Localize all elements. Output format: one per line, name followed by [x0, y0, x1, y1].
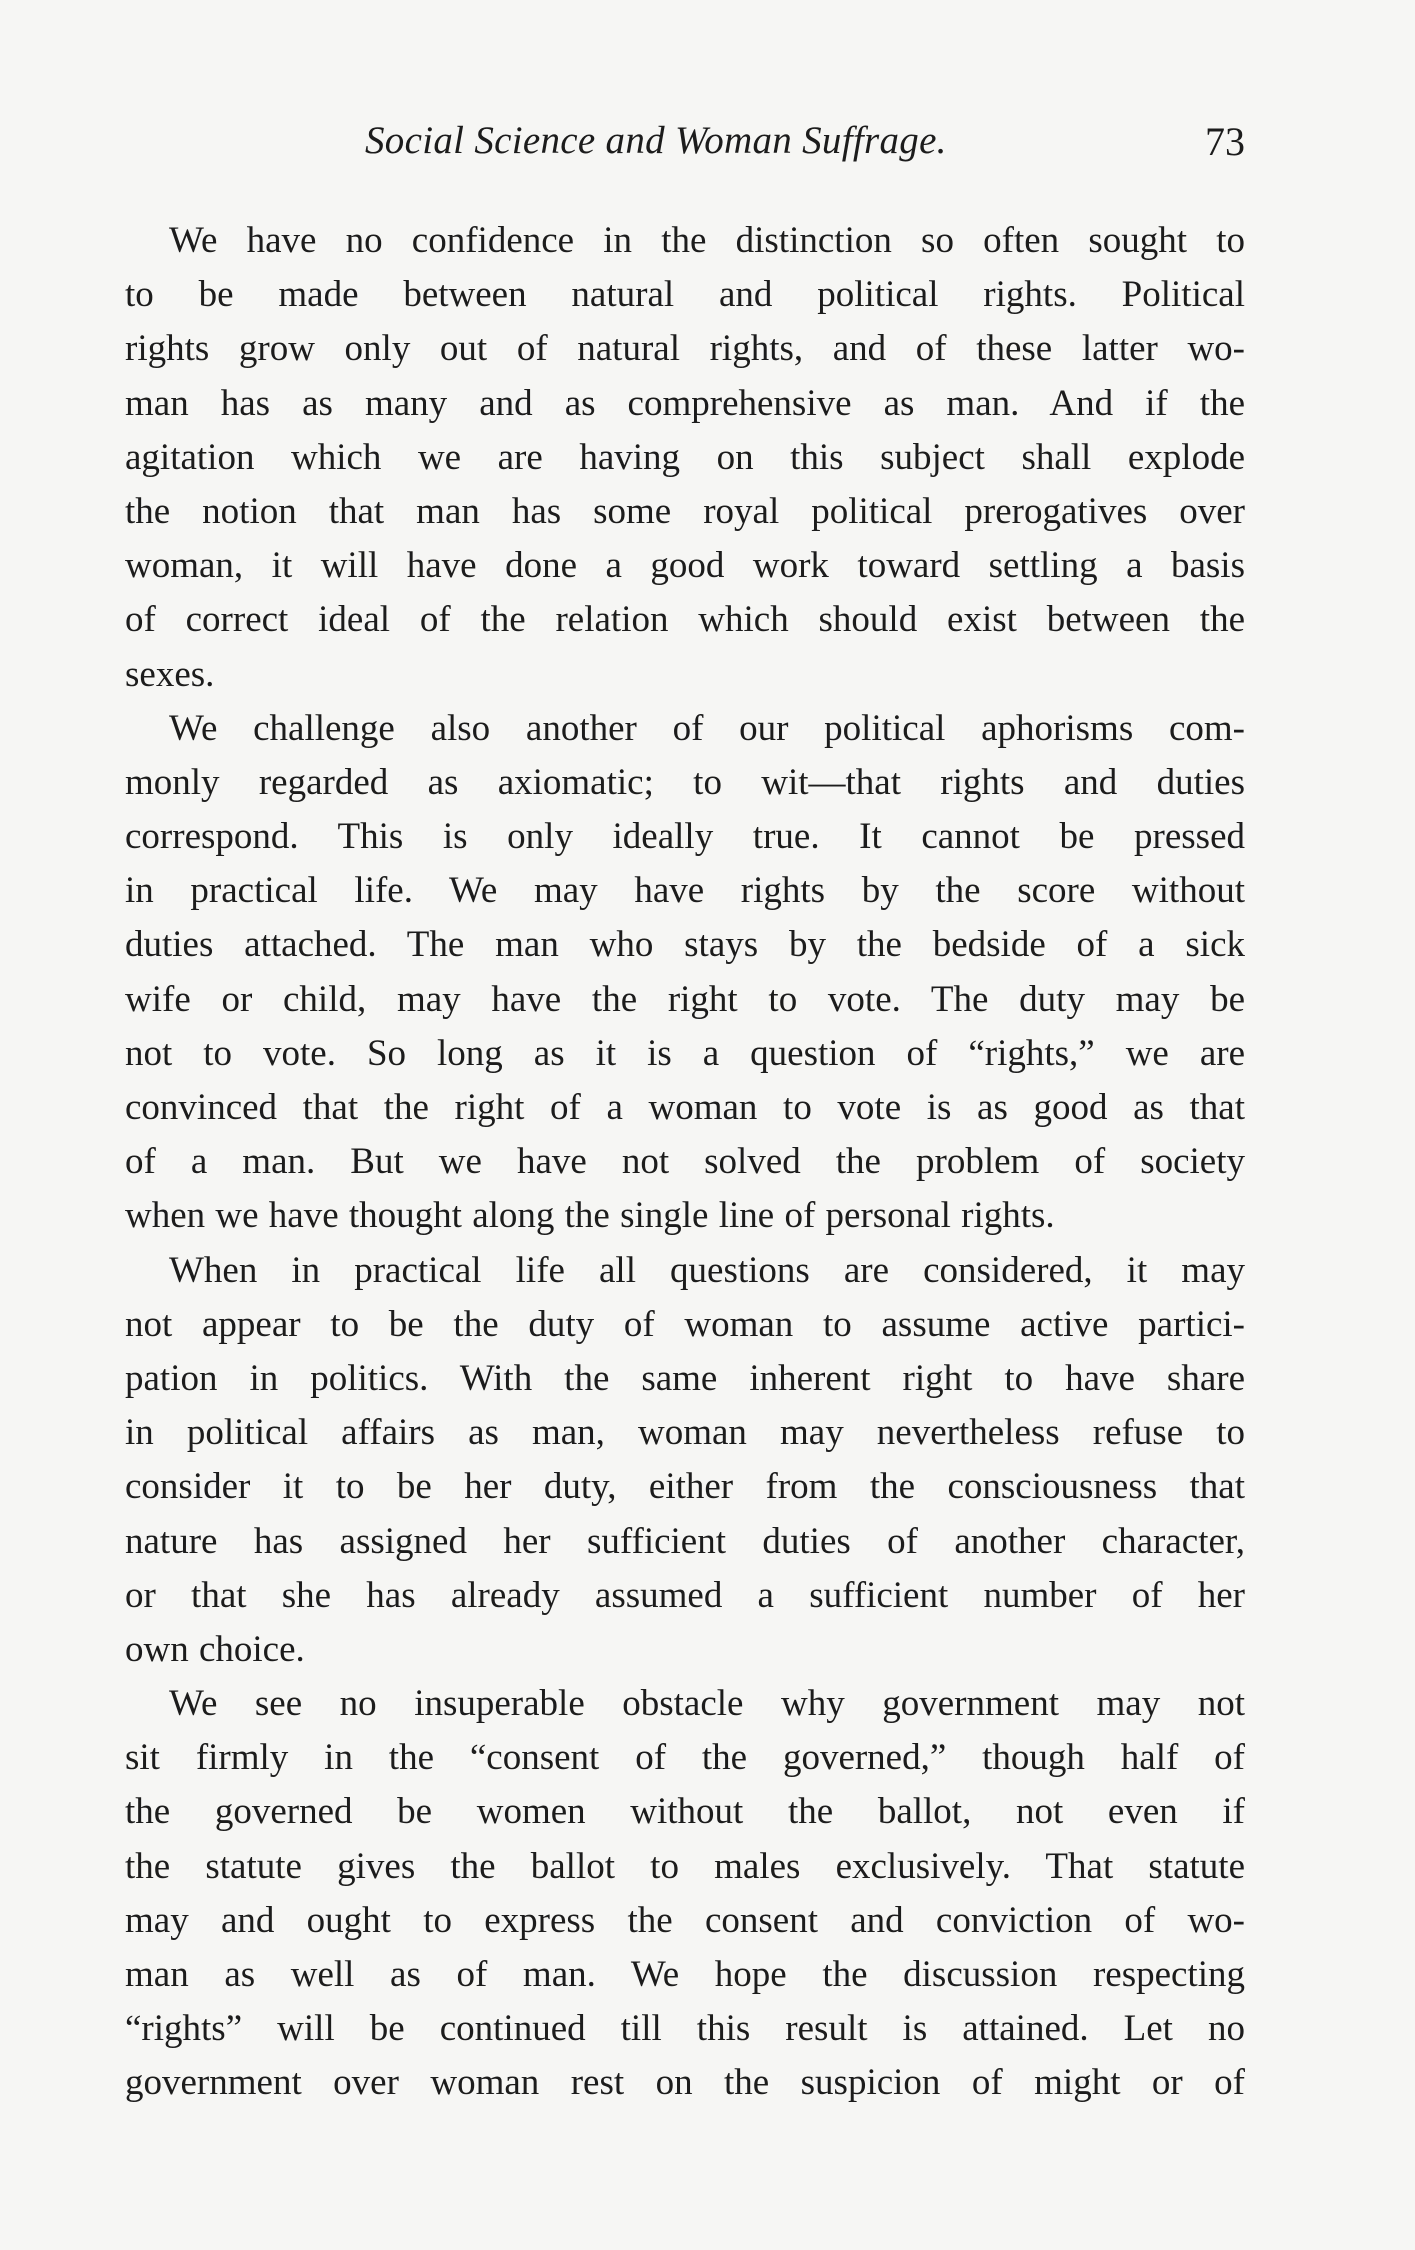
text-line: or that she has already assumed a sufficient number of her	[125, 1574, 1245, 1616]
text-line: pation in politics. With the same inherent right to have share	[125, 1357, 1245, 1399]
text-line: correspond. This is only ideally true. It cannot be pressed	[125, 816, 1245, 858]
text-line: We have no confidence in the distinction so often sought to	[169, 220, 1245, 261]
text-line: When in practical life all questions are considered, it may	[169, 1249, 1245, 1291]
text-line: when we have thought along the single line of personal rights.	[125, 1195, 1055, 1237]
body-text	[125, 214, 1245, 2111]
text-line: not to vote. So long as it is a question of “rights,” we are	[125, 1032, 1245, 1074]
text-line: wife or child, may have the right to vote. The duty may be	[125, 978, 1245, 1020]
text-line: the governed be women without the ballot, not even if	[125, 1791, 1245, 1833]
text-line: rights grow only out of natural rights, and of these latter wo-	[125, 328, 1245, 370]
text-line: man has as many and as comprehensive as man. And if the	[125, 382, 1245, 424]
text-line: woman, it will have done a good work toward settling a basis	[125, 545, 1245, 587]
text-line: consider it to be her duty, either from the consciousness that	[125, 1466, 1245, 1508]
text-line: the statute gives the ballot to males exclusively. That statute	[125, 1845, 1245, 1887]
text-line: nature has assigned her sufficient duties of another character,	[125, 1520, 1245, 1562]
text-line: sexes.	[125, 653, 215, 695]
running-head	[125, 118, 1245, 168]
text-line: sit firmly in the “consent of the governed,” though half of	[125, 1737, 1245, 1779]
text-line: We see no insuperable obstacle why government may not	[169, 1683, 1245, 1725]
text-line: of a man. But we have not solved the problem of society	[125, 1141, 1245, 1183]
paragraph-3	[125, 1244, 1245, 1678]
text-line: own choice.	[125, 1628, 305, 1670]
running-title: Social Science and Woman Suffrage.	[365, 119, 947, 162]
text-line: in practical life. We may have rights by the score without	[125, 870, 1245, 912]
text-line: duties attached. The man who stays by the bedside of a sick	[125, 924, 1245, 966]
paragraph-4	[125, 1677, 1245, 2111]
text-line: in political affairs as man, woman may nevertheless refuse to	[125, 1412, 1245, 1454]
text-line: We challenge also another of our political aphorisms com-	[169, 707, 1245, 749]
paragraph-2	[125, 702, 1245, 1244]
text-line: of correct ideal of the relation which should exist between the	[125, 599, 1245, 641]
text-line: agitation which we are having on this subject shall explode	[125, 436, 1245, 478]
text-line: to be made between natural and political rights. Political	[125, 274, 1245, 316]
page-number: 73	[1205, 119, 1245, 164]
text-line: the notion that man has some royal political prerogatives over	[125, 490, 1245, 532]
text-line: government over woman rest on the suspicion of might or of	[125, 2062, 1245, 2104]
text-line: convinced that the right of a woman to vote is as good as that	[125, 1087, 1245, 1128]
text-line: “rights” will be continued till this result is attained. Let no	[125, 2008, 1245, 2050]
text-line: may and ought to express the consent and conviction of wo-	[125, 1899, 1245, 1941]
text-line: not appear to be the duty of woman to assume active partici-	[125, 1303, 1245, 1345]
text-line: man as well as of man. We hope the discussion respecting	[125, 1954, 1245, 1995]
text-line: monly regarded as axiomatic; to wit—that rights and duties	[125, 761, 1245, 803]
paragraph-1	[125, 214, 1245, 702]
